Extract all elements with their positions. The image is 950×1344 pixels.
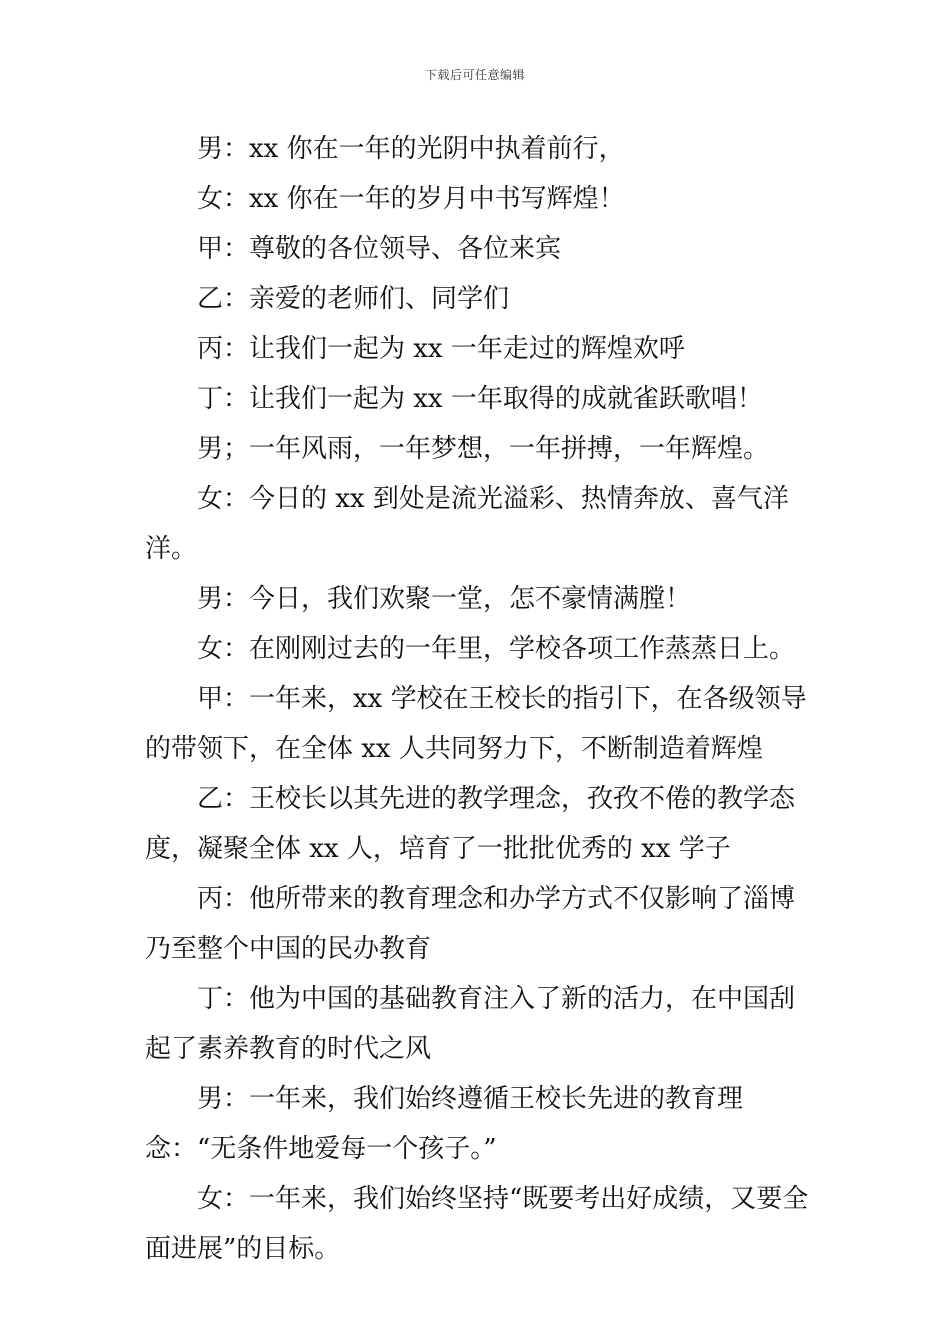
paragraph: 丁：让我们一起为 xx 一年取得的成就雀跃歌唱！ <box>197 384 763 414</box>
paragraph: 乙：王校长以其先进的教学理念，孜孜不倦的教学态度，凝聚全体 xx 人，培育了一批批优秀的 xx 学子 <box>145 784 796 864</box>
paragraph: 女：在刚刚过去的一年里，学校各项工作蒸蒸日上。 <box>197 634 796 664</box>
paragraph: 男：今日，我们欢聚一堂，怎不豪情满膛！ <box>197 584 692 614</box>
paragraph: 女：今日的 xx 到处是流光溢彩、热情奔放、喜气洋洋。 <box>145 484 789 564</box>
paragraph: 女：xx 你在一年的岁月中书写辉煌！ <box>197 184 625 214</box>
paragraph: 乙：亲爱的老师们、同学们 <box>197 284 510 314</box>
paragraph: 男：xx 你在一年的光阴中执着前行， <box>197 134 625 164</box>
paragraph: 甲：一年来，xx 学校在王校长的指引下，在各级领导的带领下，在全体 xx 人共同努力下，不断制造着辉煌 <box>145 684 807 764</box>
document-body <box>145 124 810 1274</box>
paragraph: 女：一年来，我们始终坚持“既要考出好成绩，又要全面进展”的目标。 <box>145 1184 809 1264</box>
paragraph: 男：一年来，我们始终遵循王校长先进的教育理念：“无条件地爱每一个孩子。” <box>145 1084 744 1164</box>
paragraph: 丁：他为中国的基础教育注入了新的活力，在中国刮起了素养教育的时代之风 <box>145 984 796 1064</box>
paragraph: 甲：尊敬的各位领导、各位来宾 <box>197 234 562 264</box>
paragraph: 丙：他所带来的教育理念和办学方式不仅影响了淄博乃至整个中国的民办教育 <box>145 884 796 964</box>
paragraph: 男；一年风雨，一年梦想，一年拼搏，一年辉煌。 <box>197 434 770 464</box>
paragraph: 丙：让我们一起为 xx 一年走过的辉煌欢呼 <box>197 334 685 364</box>
page-header-note: 下载后可任意编辑 <box>424 68 525 82</box>
